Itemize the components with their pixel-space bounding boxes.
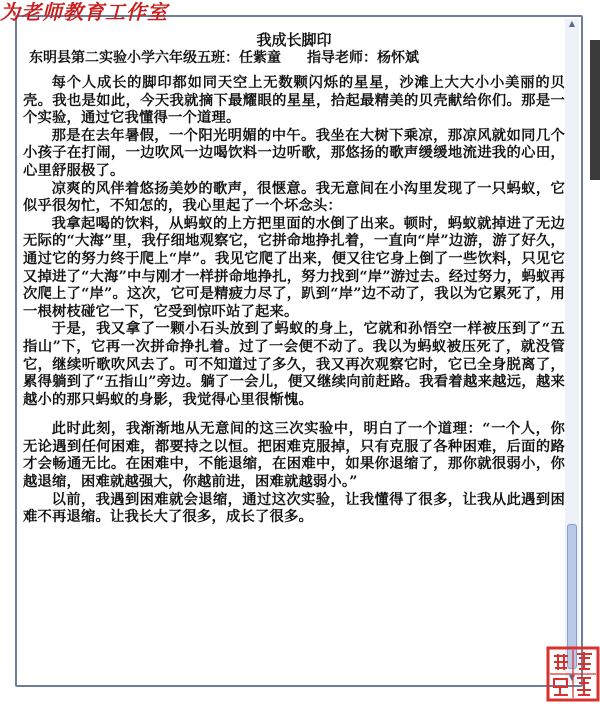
byline	[23, 49, 565, 67]
teacher-line: 指导老师：杨怀斌	[307, 50, 419, 66]
paragraph-3: 凉爽的风伴着悠扬美妙的歌声，很惬意。我无意间在小沟里发现了一只蚂蚁，它似乎很匆忙，不知怎的，我心里起了一个坏念头：	[23, 180, 565, 215]
watermark-logo: 为老师教育工作室	[0, 0, 168, 24]
essay-title: 我成长脚印	[256, 31, 332, 49]
paragraph-1: 每个人成长的脚印都如同天空上无数颗闪烁的星星，沙滩上大大小小美丽的贝壳。我也是如此，今天我就摘下最耀眼的星星，拾起最精美的贝壳献给你们。那是一个实验，通过它我懂得一个道理。	[23, 75, 565, 127]
paragraph-5: 于是，我又拿了一颗小石头放到了蚂蚁的身上，它就和孙悟空一样被压到了“五指山”下，它再一次拼命挣扎着。过了一会便不动了。我以为蚂蚁被压死了，就没管它，继续听歌吹风去了。可不知道过了多久，我又再次观察它时，它已全身脱离了，累得躺到了“五指山”旁边。躺了一会儿，便又继续向前赶路。我看着越来越远，越来越小的那只蚂蚁的身影，我觉得心里很惭愧。	[23, 321, 565, 408]
paragraph-6: 此时此刻，我渐渐地从无意间的这三次实验中，明白了一个道理：“一个人，你无论遇到任何困难，都要持之以恒。把困难克服掉，只有克服了各种困难，后面的路才会畅通无比。在困难中，不能退缩，在困难中，如果你退缩了，那你就很弱小，你越退缩，困难就越强大，你越前进，困难就越弱小。”	[23, 421, 565, 491]
document-content	[23, 27, 565, 683]
window-edge-decoration	[590, 40, 600, 180]
paragraph-7: 以前，我遇到困难就会退缩，通过这次实验，让我懂得了很多，让我从此遇到困难不再退缩。让我长大了很多，成长了很多。	[23, 491, 565, 526]
scroll-up-arrow-icon[interactable]: ▲	[568, 19, 576, 28]
scroll-down-arrow-icon[interactable]: ▼	[568, 673, 576, 682]
paragraph-2: 那是在去年暑假，一个阳光明媚的中午。我坐在大树下乘凉，那凉风就如同几个小孩子在打闹，一边吹风一边喝饮料一边听歌，那悠扬的歌声缓缓地流进我的心田，心里舒服极了。	[23, 127, 565, 179]
author-line: 东明县第二实验小学六年级五班：任紫童	[29, 50, 281, 66]
paragraph-4: 我拿起喝的饮料，从蚂蚁的上方把里面的水倒了出来。顿时，蚂蚁就掉进了无边无际的“大海”里，我仔细地观察它，它拼命地挣扎着，一直向“岸”边游，游了好久，通过它的努力终于爬上“岸”。我见它爬了出来，便又往它身上倒了一些饮料，只见它又掉进了“大海”中与刚才一样拼命地挣扎，努力找到“岸”游过去。经过努力，蚂蚁再次爬上了“岸”。这次，它可是精疲力尽了，趴到“岸”边不动了，我以为它累死了，用一根树枝碰它一下，它受到惊吓站了起来。	[23, 215, 565, 320]
seal-stamp-icon	[546, 646, 600, 702]
document-window	[15, 15, 583, 687]
vertical-scrollbar[interactable]	[565, 19, 579, 683]
